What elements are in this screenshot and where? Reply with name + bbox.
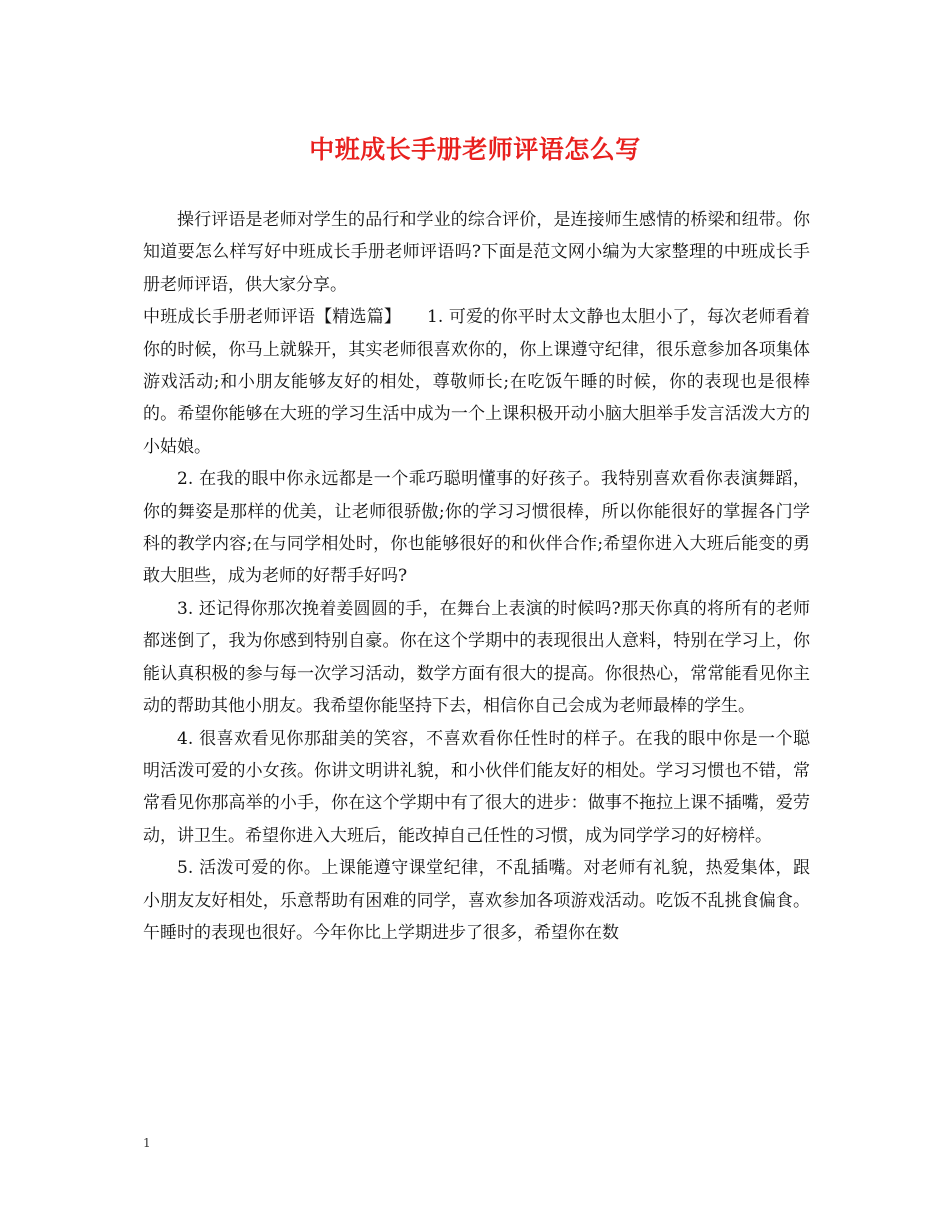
page-number: 1 [143,1136,151,1150]
paragraph-comment-3: 3. 还记得你那次挽着姜圆圆的手，在舞台上表演的时候吗?那天你真的将所有的老师都迷倒了，我为你感到特别自豪。你在这个学期中的表现很出人意料，特别在学习上，你能认真积极的参与每一次学习活动，数学方面有很大的提高。你很热心，常常能看见你主动的帮助其他小朋友。我希望你能坚持下去，相信你自己会成为老师最棒的学生。 [143,598,810,717]
paragraph-comment-1: 中班成长手册老师评语【精选篇】 1. 可爱的你平时太文静也太胆小了，每次老师看着你的时候，你马上就躲开，其实老师很喜欢你的，你上课遵守纪律，很乐意参加各项集体游戏活动;和小朋友能够友好的相处，尊敬师长;在吃饭午睡的时候，你的表现也是很棒的。希望你能够在大班的学习生活中成为一个上课积极开动小脑大胆举手发言活泼大方的小姑娘。 [143,307,810,457]
paragraph-comment-4: 4. 很喜欢看见你那甜美的笑容，不喜欢看你任性时的样子。在我的眼中你是一个聪明活泼可爱的小女孩。你讲文明讲礼貌，和小伙伴们能友好的相处。学习习惯也不错，常常看见你那高举的小手，你在这个学期中有了很大的进步：做事不拖拉上课不插嘴，爱劳动，讲卫生。希望你进入大班后，能改掉自己任性的习惯，成为同学学习的好榜样。 [143,728,810,846]
document-title: 中班成长手册老师评语怎么写 [309,135,641,164]
paragraph-intro: 操行评语是老师对学生的品行和学业的综合评价，是连接师生感情的桥梁和纽带。你知道要怎么样写好中班成长手册老师评语吗?下面是范文网小编为大家整理的中班成长手册老师评语，供大家分享。 [143,210,810,295]
document-body [143,204,810,949]
paragraph-comment-2: 2. 在我的眼中你永远都是一个乖巧聪明懂事的好孩子。我特别喜欢看你表演舞蹈，你的舞姿是那样的优美，让老师很骄傲;你的学习习惯很棒，所以你能很好的掌握各门学科的教学内容;在与同学相处时，你也能够很好的和伙伴合作;希望你进入大班后能变的勇敢大胆些，成为老师的好帮手好吗? [143,469,810,587]
paragraph-comment-5: 5. 活泼可爱的你。上课能遵守课堂纪律，不乱插嘴。对老师有礼貌，热爱集体，跟小朋友友好相处，乐意帮助有困难的同学，喜欢参加各项游戏活动。吃饭不乱挑食偏食。午睡时的表现也很好。今年你比上学期进步了很多，希望你在数 [143,858,810,943]
